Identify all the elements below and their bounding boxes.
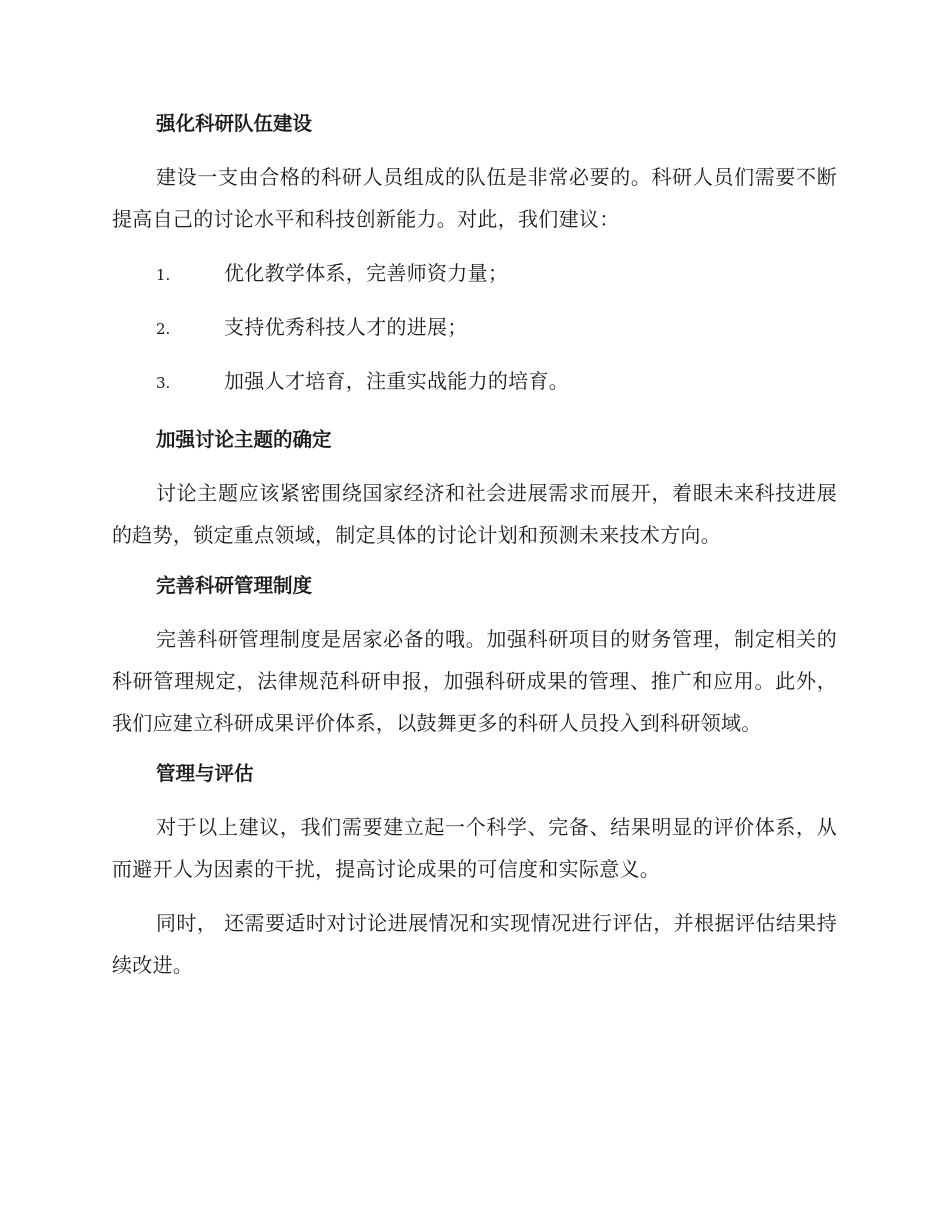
list-item-number: 3. bbox=[156, 374, 171, 392]
list-item bbox=[112, 306, 837, 360]
list-item-number: 1. bbox=[156, 266, 171, 284]
list-item-text: 支持优秀科技人才的进展； bbox=[224, 315, 468, 339]
list-item-text: 加强人才培育，注重实战能力的培育。 bbox=[224, 369, 570, 393]
list-item bbox=[112, 360, 837, 414]
section-paragraph-topic-definition: 讨论主题应该紧密围绕国家经济和社会进展需求而展开，着眼未来科技进展的趋势，锁定重点领域，制定具体的讨论计划和预测未来技术方向。 bbox=[112, 481, 837, 547]
section-paragraph-team-building: 建设一支由合格的科研人员组成的队伍是非常必要的。科研人员们需要不断提高自己的讨论水平和科技创新能力。对此，我们建议： bbox=[112, 165, 837, 231]
section-heading-management-evaluation: 管理与评估 bbox=[156, 762, 254, 785]
section-paragraph-management-system: 完善科研管理制度是居家必备的哦。加强科研项目的财务管理，制定相关的科研管理规定，法律规范科研申报，加强科研成果的管理、推广和应用。此外，我们应建立科研成果评价体系，以鼓舞更多的科研人员投入到科研领域。 bbox=[112, 627, 837, 735]
list-item-number: 2. bbox=[156, 320, 171, 338]
document-page bbox=[112, 106, 837, 998]
section-heading-management-system: 完善科研管理制度 bbox=[156, 574, 313, 597]
section-heading-team-building: 强化科研队伍建设 bbox=[156, 112, 313, 135]
recommendation-list bbox=[112, 252, 837, 414]
section-paragraph-continuous-improvement: 同时， 还需要适时对讨论进展情况和实现情况进行评估，并根据评估结果持续改进。 bbox=[112, 911, 837, 977]
list-item-text: 优化教学体系，完善师资力量； bbox=[224, 261, 509, 285]
section-heading-topic-definition: 加强讨论主题的确定 bbox=[156, 428, 332, 451]
section-paragraph-management-evaluation: 对于以上建议，我们需要建立起一个科学、完备、结果明显的评价体系，从而避开人为因素的干扰，提高讨论成果的可信度和实际意义。 bbox=[112, 815, 837, 881]
list-item bbox=[112, 252, 837, 306]
